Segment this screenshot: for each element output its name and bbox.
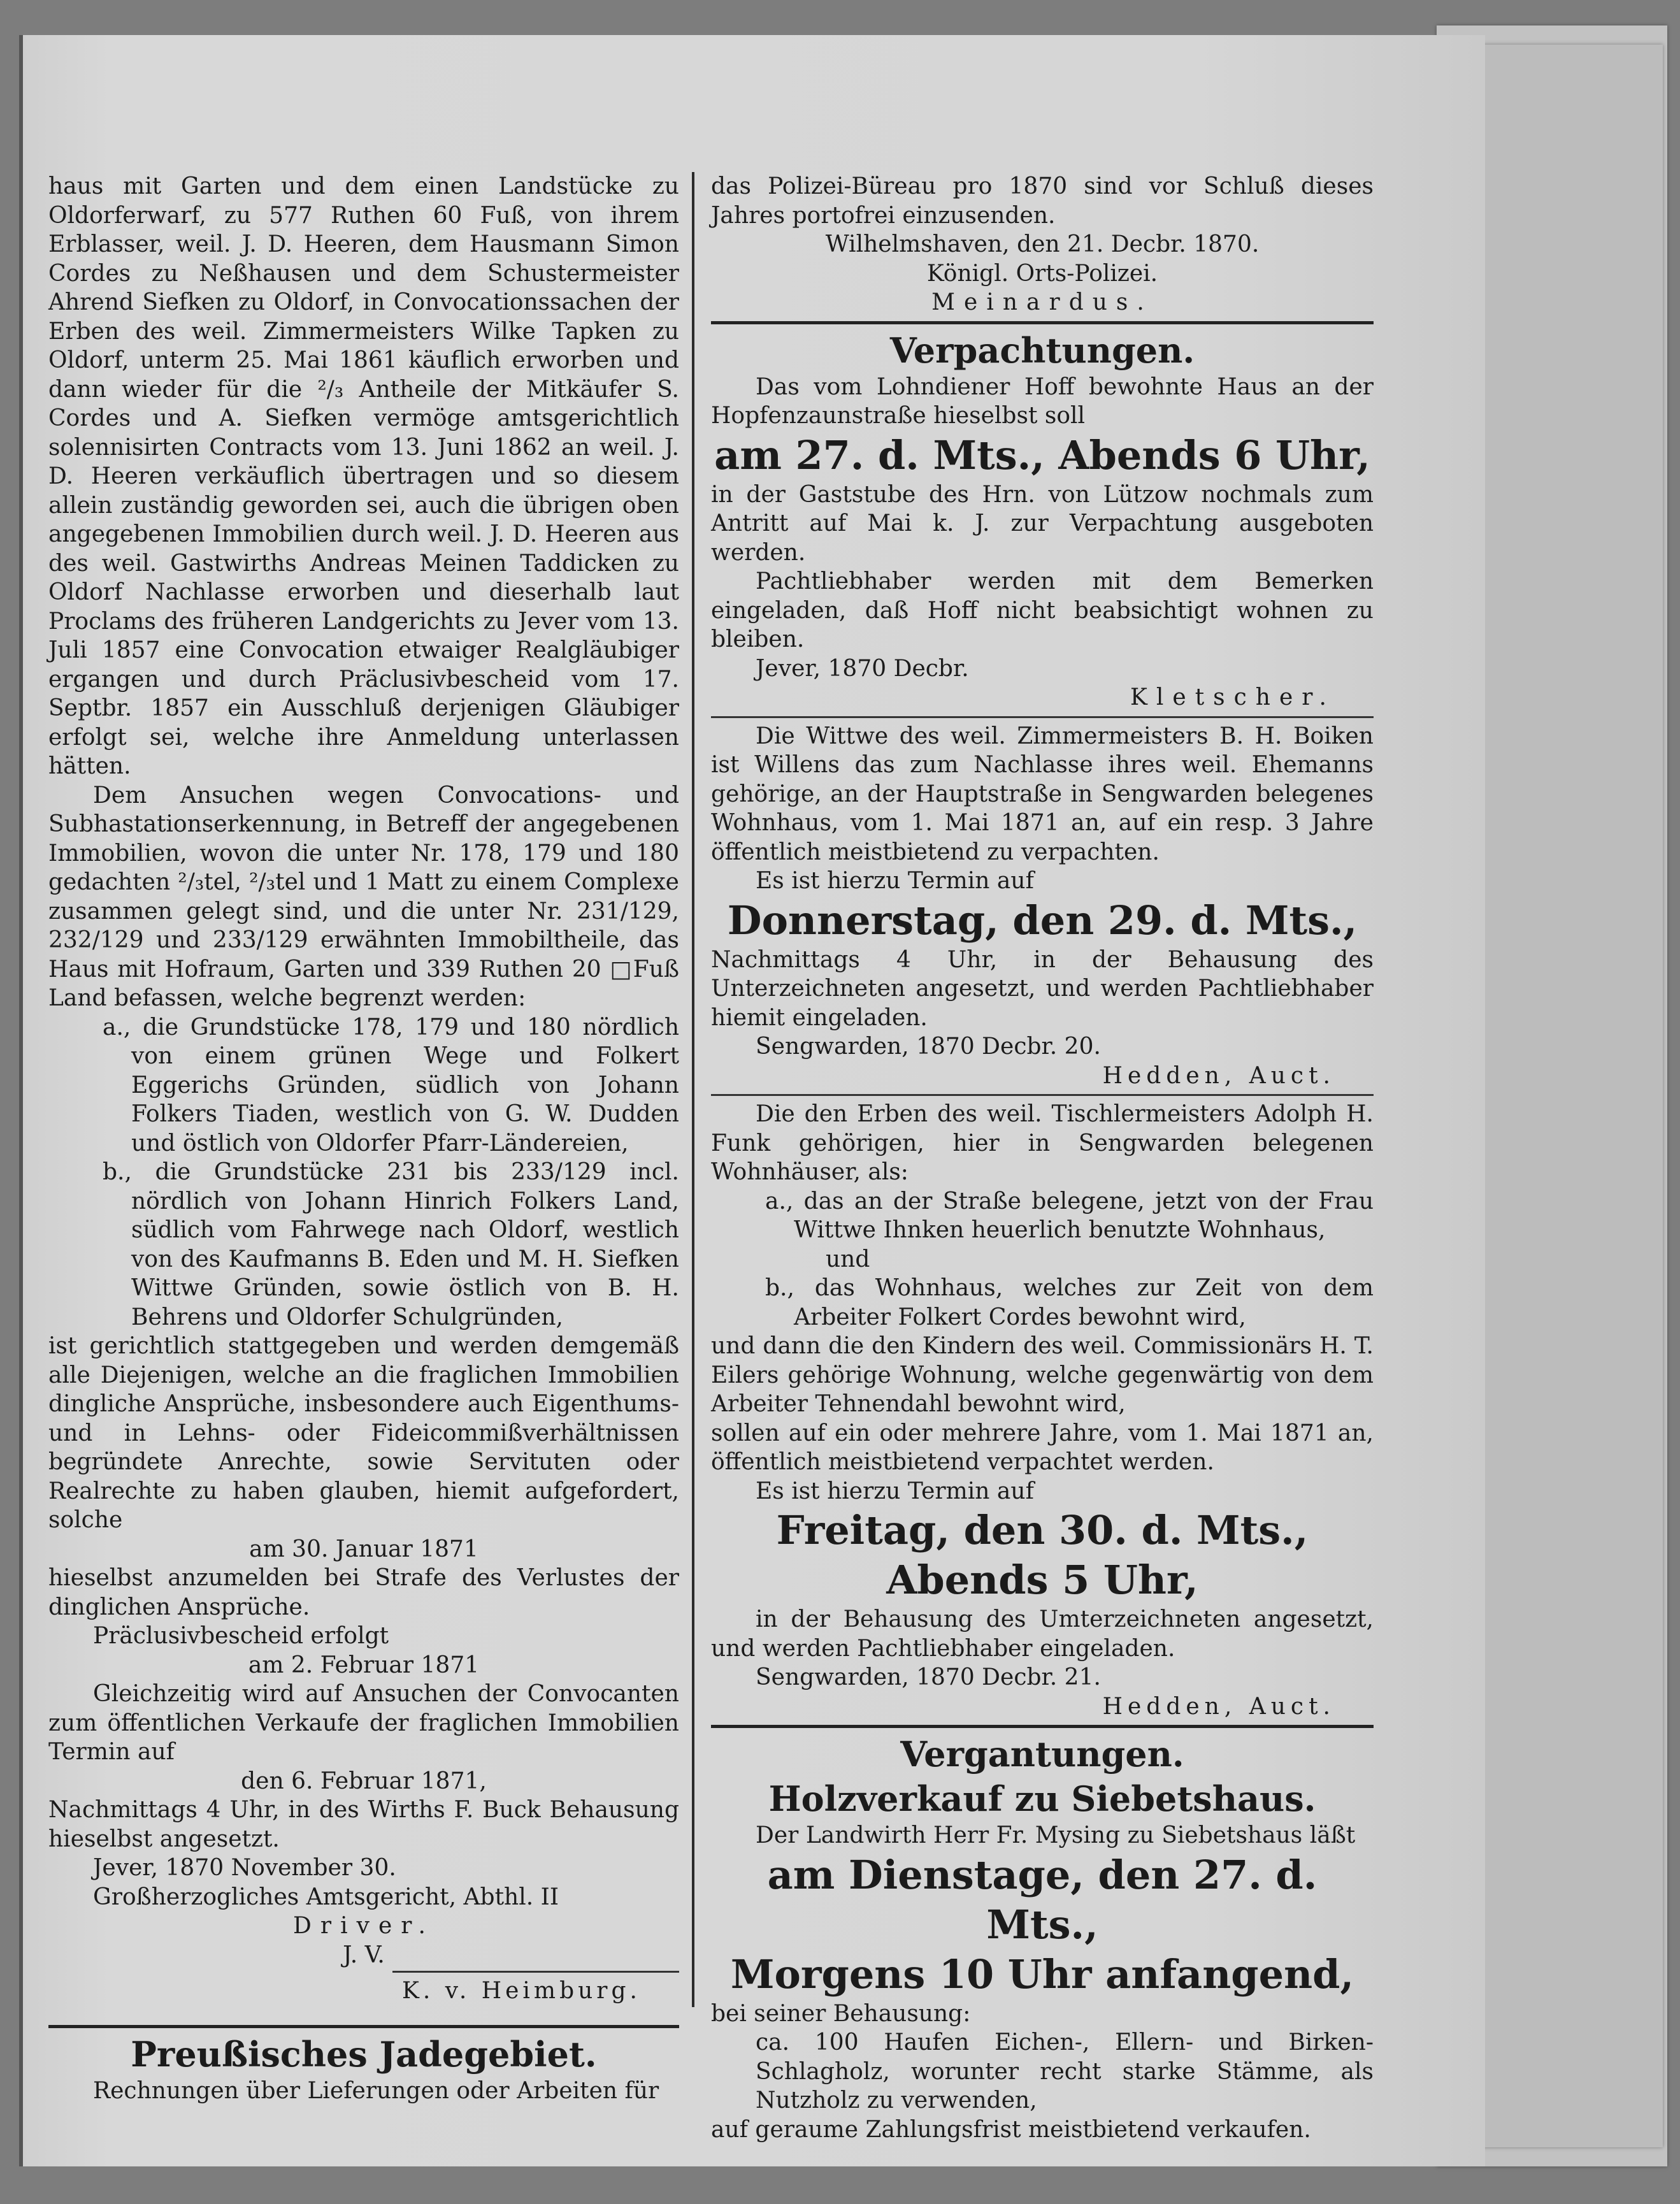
list-item: a., das an der Straße belegene, jetzt von der Frau Wittwe Ihnken heuerlich benutzte Wohnhaus, — [765, 1188, 1374, 1243]
signature: Meinardus. — [931, 289, 1153, 315]
paragraph: haus mit Garten und dem einen Landstücke zu Oldorferwarf, zu 577 Ruthen 60 Fuß, von ihrem Erblasser, weil. J. D. Heeren, dem Hausmann Simon Cordes zu Neßhausen und dem Schustermeister Ahrend Siefken zu Oldorf, in Convocationssachen der Erben des weil. Zimmermeisters Wilke Tapken zu Oldorf, unterm 25. Mai 1861 käuflich erworben und dann wieder für die ²/₃ Antheile der Mitkäufer S. Cordes und A. Siefken vermöge amtsgerichtlich solennisirten Contracts vom 13. Juni 1862 an weil. J. D. Heeren verkäuflich übertragen und so diesem allein zuständig geworden sei, auch die übrigen oben angegebenen Immobilien durch weil. J. D. Heeren aus des weil. Gastwirths Andreas Meinen Taddicken zu Oldorf Nachlasse erworben und dieserhalb laut Proclams des früheren Landgerichts zu Jever vom 13. Juli 1857 eine Convocation etwaiger Realgläubiger ergangen und durch Präclusivbescheid vom 17. Septbr. 1857 ein Ausschluß derjenigen Gläubiger erfolgt sei, welche ihre Anmeldung unterlassen hätten. — [48, 173, 679, 779]
list-item: ca. 100 Haufen Eichen-, Ellern- und Birken-Schlagholz, worunter recht starke Stämme, als Nutzholz zu verwenden, — [756, 2029, 1374, 2114]
section-heading: Verpachtungen. — [889, 329, 1195, 371]
notice-heading: Holzverkauf zu Siebetshaus. — [768, 1778, 1316, 1819]
newspaper-page — [19, 35, 1485, 2166]
list-item: b., das Wohnhaus, welches zur Zeit von dem Arbeiter Folkert Cordes bewohnt wird, — [765, 1275, 1374, 1330]
signature: Hedden, Auct. — [1102, 1693, 1335, 1720]
paragraph: das Polizei-Büreau pro 1870 sind vor Schluß dieses Jahres portofrei einzusenden. — [711, 173, 1374, 229]
paragraph: bei seiner Behausung: — [711, 2000, 971, 2027]
notice-divider — [711, 716, 1374, 718]
date-line: den 6. Februar 1871, — [241, 1768, 487, 1794]
paragraph: Pachtliebhaber werden mit dem Bemerken eingeladen, daß Hoff nicht beabsichtigt wohnen zu bleiben. — [711, 568, 1374, 652]
section-divider — [711, 1725, 1374, 1728]
left-column — [48, 172, 679, 2105]
notice-divider — [711, 1094, 1374, 1096]
place-date: Jever, 1870 November 30. — [93, 1855, 396, 1881]
section-divider — [48, 2025, 679, 2028]
list-item: a., die Grundstücke 178, 179 und 180 nördlich von einem grünen Wege und Folkert Eggerichs Gründen, südlich von Johann Folkers Tiaden, westlich von G. W. Dudden und östlich von Oldorfer Pfarr-Ländereien, — [103, 1014, 679, 1156]
paragraph: auf geraume Zahlungsfrist meistbietend verkaufen. — [711, 2116, 1311, 2143]
place-date: Wilhelmshaven, den 21. Decbr. 1870. — [825, 231, 1260, 257]
paragraph: Es ist hierzu Termin auf — [756, 868, 1034, 894]
time-heading: Abends 5 Uhr, — [886, 1557, 1198, 1603]
signature: K. v. Heimburg. — [401, 1978, 641, 2004]
paragraph: Die Wittwe des weil. Zimmermeisters B. H. Boiken ist Willens das zum Nachlasse ihres weil. Ehemanns gehörige, an der Hauptstraße in Sengwarden belegenes Wohnhaus, vom 1. Mai 1871 an, auf ein resp. 3 Jahre öffentlich meistbietend zu verpachten. — [711, 723, 1374, 865]
paragraph: hieselbst anzumelden bei Strafe des Verlustes der dinglichen Ansprüche. — [48, 1565, 679, 1620]
paragraph: in der Gaststube des Hrn. von Lützow nochmals zum Antritt auf Mai k. J. zur Verpachtung ausgeboten werden. — [711, 481, 1374, 566]
court-name: Großherzogliches Amtsgericht, Abthl. II — [93, 1883, 559, 1910]
paragraph: Präclusivbescheid erfolgt — [93, 1623, 389, 1649]
paragraph: Dem Ansuchen wegen Convocations- und Subhastationserkennung, in Betreff der angegebenen Immobilien, wovon die unter Nr. 178, 179 und 180 gedachten ²/₃tel, ²/₃tel und 1 Matt zu einem Complexe zusammen gelegt sind, und die unter Nr. 231/129, 232/129 und 233/129 erwähnten Immobiltheile, das Haus mit Hofraum, Garten und 339 Ruthen 20 □Fuß Land befassen, welche begrenzt werden: — [48, 782, 679, 1011]
right-column — [711, 172, 1374, 2144]
time-heading: Morgens 10 Uhr anfangend, — [730, 1950, 1354, 1998]
section-divider — [711, 321, 1374, 324]
paragraph: Das vom Lohndiener Hoff bewohnte Haus an der Hopfenzaunstraße hieselbst soll — [711, 373, 1374, 429]
paragraph: Rechnungen über Lieferungen oder Arbeiten für — [93, 2077, 659, 2104]
paragraph: Es ist hierzu Termin auf — [756, 1478, 1034, 1504]
signature: Driver. — [293, 1913, 434, 1939]
section-heading: Preußisches Jadegebiet. — [131, 2033, 597, 2075]
paragraph: Nachmittags 4 Uhr, in des Wirths F. Buck Behausung hieselbst angesetzt. — [48, 1797, 679, 1852]
paragraph: sollen auf ein oder mehrere Jahre, vom 1. Mai 1871 an, öffentlich meistbietend verpachtet werden. — [711, 1420, 1374, 1475]
date-heading: am Dienstage, den 27. d. Mts., — [767, 1851, 1317, 1948]
signature: Hedden, Auct. — [1102, 1062, 1335, 1089]
paragraph: Die den Erben des weil. Tischlermeisters Adolph H. Funk gehörigen, hier in Sengwarden belegenen Wohnhäuser, als: — [711, 1101, 1374, 1185]
paragraph: in der Behausung des Umterzeichneten angesetzt, und werden Pachtliebhaber eingeladen. — [711, 1606, 1374, 1662]
date-heading: Donnerstag, den 29. d. Mts., — [727, 897, 1358, 944]
place-date: Sengwarden, 1870 Decbr. 21. — [756, 1664, 1101, 1690]
office-name: Königl. Orts-Polizei. — [926, 260, 1158, 287]
date-line: am 2. Februar 1871 — [248, 1652, 480, 1678]
date-heading: Freitag, den 30. d. Mts., — [776, 1507, 1309, 1553]
column-divider — [692, 172, 694, 2007]
date-line: am 30. Januar 1871 — [249, 1536, 478, 1562]
paragraph: Nachmittags 4 Uhr, in der Behausung des Unterzeichneten angesetzt, und werden Pachtliebhaber hiemit eingeladen. — [711, 946, 1374, 1031]
signature-rule — [392, 1971, 679, 1973]
paragraph: ist gerichtlich stattgegeben und werden demgemäß alle Diejenigen, welche an die fraglichen Immobilien dingliche Ansprüche, insbesondere auch Eigenthums- und in Lehns- oder Fideicommißverhältnissen begründete Anrechte, sowie Servituten oder Realrechte zu haben glauben, hiemit aufgefordert, solche — [48, 1333, 679, 1533]
section-heading: Vergantungen. — [900, 1734, 1184, 1775]
paragraph: Gleichzeitig wird auf Ansuchen der Convocanten zum öffentlichen Verkaufe der fraglichen Immobilien Termin auf — [48, 1681, 679, 1765]
date-heading: am 27. d. Mts., Abends 6 Uhr, — [714, 431, 1370, 479]
signature: Kletscher. — [1130, 684, 1335, 710]
paragraph: Der Landwirth Herr Fr. Mysing zu Siebetshaus läßt — [756, 1822, 1356, 1848]
place-date: Jever, 1870 Decbr. — [756, 655, 969, 682]
signature-note: J. V. — [343, 1941, 385, 1968]
list-connector: und — [826, 1246, 870, 1272]
paragraph: und dann die den Kindern des weil. Commissionärs H. T. Eilers gehörige Wohnung, welche gegenwärtig von dem Arbeiter Tehnendahl bewohnt wird, — [711, 1333, 1374, 1417]
place-date: Sengwarden, 1870 Decbr. 20. — [756, 1034, 1101, 1060]
list-item: b., die Grundstücke 231 bis 233/129 incl. nördlich von Johann Hinrich Folkers Land, südlich vom Fahrwege nach Oldorf, westlich von des Kaufmanns B. Eden und M. H. Siefken Wittwe Gründen, sowie östlich von B. H. Behrens und Oldorfer Schulgründen, — [103, 1159, 679, 1330]
page-stack-edge-inner — [1459, 45, 1663, 2147]
